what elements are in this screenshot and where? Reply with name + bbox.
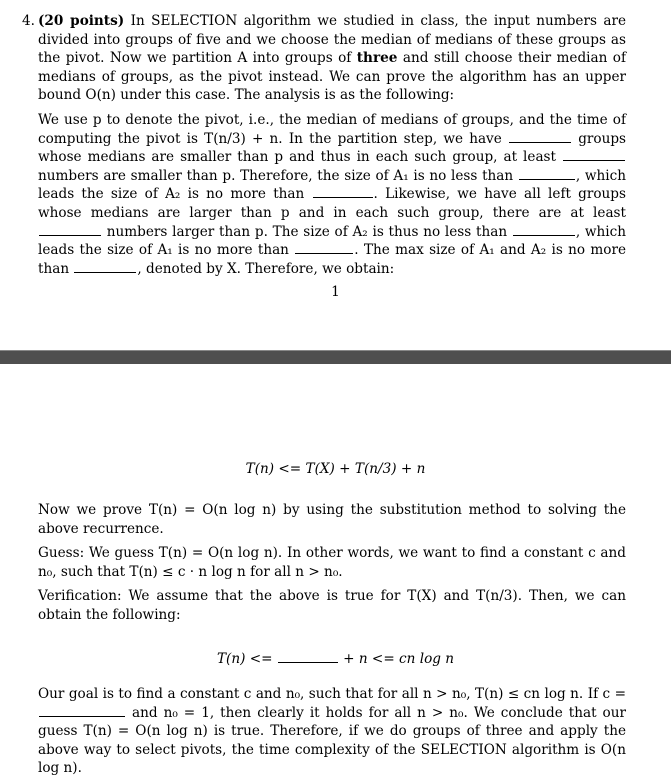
eq2-right: + n <= cn log n bbox=[343, 651, 455, 667]
blank-7[interactable] bbox=[295, 252, 353, 254]
analysis-s7: , which leads the size of A₁ is no more than bbox=[38, 223, 627, 259]
page-2 bbox=[0, 363, 671, 777]
analysis-s3: numbers are smaller than p. Therefore, the size of A₁ is no less than bbox=[38, 167, 514, 184]
blank-3[interactable] bbox=[519, 178, 575, 180]
guess-paragraph: Guess: We guess T(n) = O(n log n). In other words, we want to find a constant c and n₀, such that T(n) ≤ c · n log n for all n > n₀. bbox=[38, 545, 626, 580]
goal-a: Our goal is to find a constant c and n₀, such that for all n > n₀, T(n) ≤ cn log n. If c = bbox=[38, 686, 626, 702]
analysis-paragraph bbox=[38, 111, 626, 278]
blank-8[interactable] bbox=[74, 271, 136, 273]
blank-2[interactable] bbox=[563, 159, 625, 161]
analysis-s2: groups whose medians are smaller than p and thus in each such group, at least bbox=[38, 130, 627, 166]
verification-paragraph: Verification: We assume that the above is true for T(X) and T(n/3). Then, we can obtain the following: bbox=[38, 588, 626, 623]
analysis-s9: , denoted by X. Therefore, we obtain: bbox=[137, 260, 395, 277]
question-points: (20 points) bbox=[38, 13, 125, 29]
analysis-s5: . Likewise, we have all left groups whose medians are larger than p and in each such group, there are at least bbox=[38, 186, 626, 221]
goal-paragraph bbox=[38, 685, 626, 778]
analysis-s1: We use p to denote the pivot, i.e., the median of medians of groups, and the time of computing the pivot is T(n/3) + n. In the partition step, we have bbox=[38, 112, 626, 147]
analysis-s8: . The max size of A₁ and A₂ is no more than bbox=[38, 242, 626, 277]
analysis-s6: numbers larger than p. The size of A₂ is thus no less than bbox=[106, 223, 508, 240]
intro-text-b: and still choose their median of medians of groups, as the pivot instead. We can prove the algorithm has an upper bound O(n) under this case. The analysis is as the following: bbox=[38, 50, 627, 104]
intro-bold-three: three bbox=[356, 50, 398, 67]
question-intro bbox=[38, 12, 626, 105]
blank-1[interactable] bbox=[509, 141, 571, 143]
blank-10[interactable] bbox=[39, 715, 125, 717]
intro-text-a: In SELECTION algorithm we studied in class, the input numbers are divided into groups of five and we choose the median of medians of these groups as the pivot. Now we partition A into groups of bbox=[38, 13, 626, 67]
blank-6[interactable] bbox=[513, 234, 575, 236]
substitution-equation bbox=[0, 650, 671, 669]
recurrence-equation: T(n) <= T(X) + T(n/3) + n bbox=[245, 461, 426, 477]
page-1 bbox=[0, 0, 671, 350]
question-number: 4. bbox=[22, 13, 35, 29]
page-number: 1 bbox=[331, 284, 340, 300]
blank-9[interactable] bbox=[278, 661, 338, 663]
analysis-s4: , which leads the size of A₂ is no more than bbox=[38, 167, 626, 203]
blank-5[interactable] bbox=[39, 234, 101, 236]
eq2-left: T(n) <= bbox=[216, 651, 273, 667]
goal-b: and n₀ = 1, then clearly it holds for all n > n₀. We conclude that our guess T(n) = O(n log n) is true. Therefore, if we do groups of three and apply the above way to select pivots, the time complexity of the SELECTION algorithm is O(n log n). bbox=[38, 704, 626, 777]
blank-4[interactable] bbox=[313, 196, 373, 198]
page-divider bbox=[0, 350, 671, 364]
prove-paragraph: Now we prove T(n) = O(n log n) by using the substitution method to solving the above recurrence. bbox=[38, 502, 626, 537]
